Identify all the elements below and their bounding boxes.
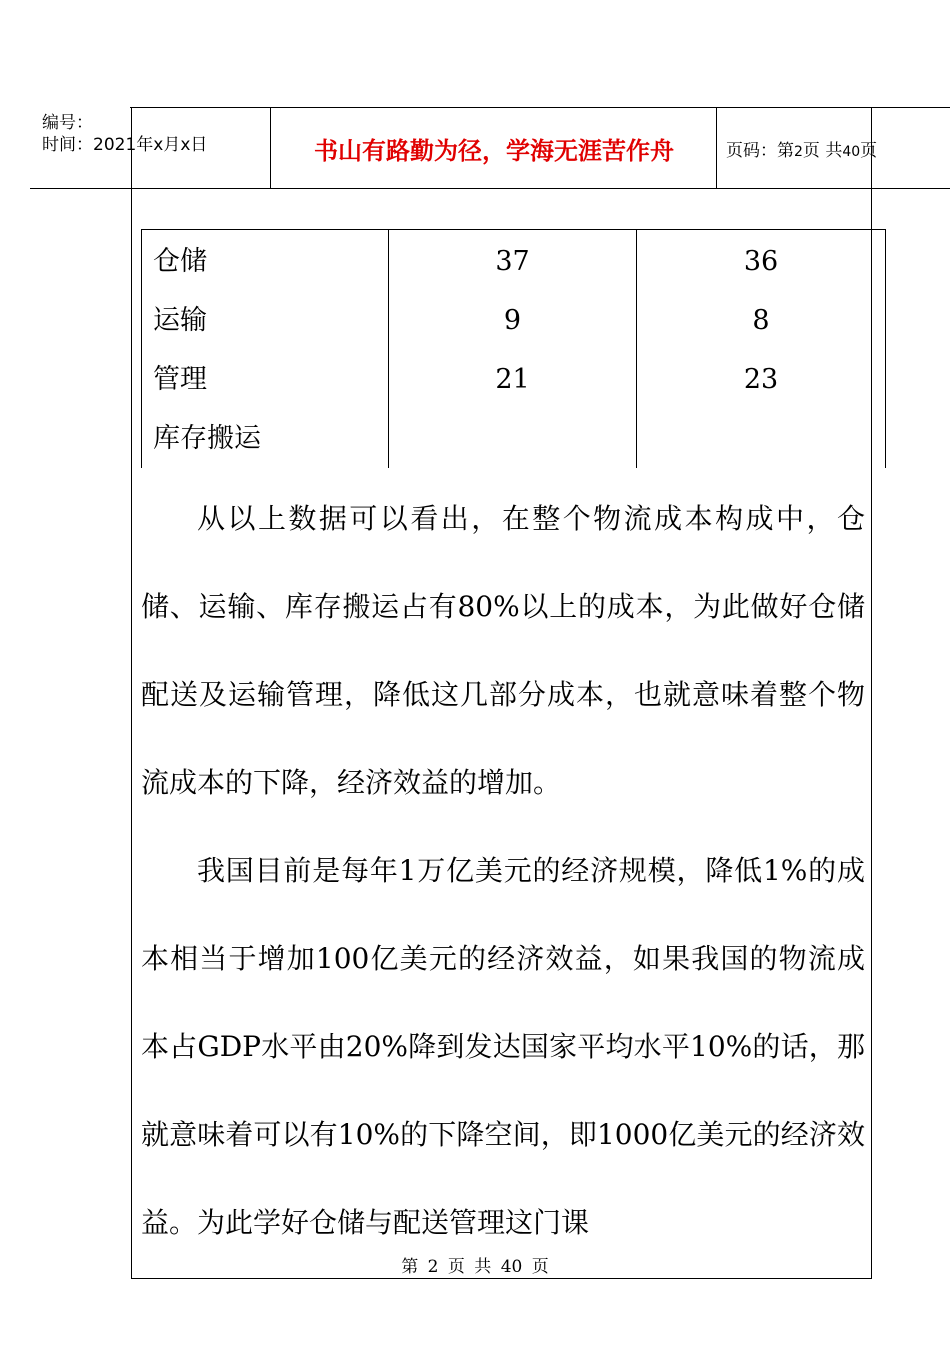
cost-table: [141, 229, 886, 468]
col1-cell: [389, 230, 637, 469]
header-page-indicator: 页码：第2页 共40页: [726, 141, 878, 161]
frame-left-border: [131, 107, 132, 1279]
cell-value: [637, 409, 885, 468]
cell-value: 9: [503, 305, 522, 336]
row-label: 仓储: [153, 246, 207, 277]
col2-cell: [637, 230, 886, 469]
page-footer: 第 2 页 共 40 页: [401, 1257, 549, 1277]
row-labels-cell: [142, 230, 389, 469]
header-divider-1: [270, 107, 271, 188]
table-row: [142, 230, 886, 290]
header-motto: 书山有路勤为径，学海无涯苦作舟: [314, 137, 674, 165]
cell-value: [389, 409, 636, 468]
header-divider-2: [716, 107, 717, 188]
row-label: 库存搬运: [153, 423, 261, 454]
paragraph: 从以上数据可以看出，在整个物流成本构成中，仓储、运输、库存搬运占有80%以上的成本，为此做好仓储配送及运输管理，降低这几部分成本，也就意味着整个物流成本的下降，经济效益的增加。: [141, 502, 865, 799]
time-line: 时间：2021年x月x日: [42, 135, 208, 155]
body-text: [141, 475, 865, 1267]
page-total: 40: [842, 144, 861, 160]
cell-value: 8: [752, 305, 770, 336]
cell-value: 21: [495, 364, 530, 395]
header-meta: [42, 112, 207, 156]
frame-bottom-border: [131, 1278, 872, 1279]
header-top-rule: [130, 107, 950, 108]
paragraph: 我国目前是每年1万亿美元的经济规模，降低1%的成本相当于增加100亿美元的经济效益，如果我国的物流成本占GDP水平由20%降到发达国家平均水平10%的话，那就意味着可以有10%的下降空间，即1000亿美元的经济效益。为此学好仓储与配送管理这门课: [141, 854, 865, 1239]
code-label: 编号：: [42, 113, 93, 133]
row-label: 管理: [153, 364, 207, 395]
cell-value: 23: [743, 364, 779, 395]
row-label: 运输: [153, 305, 207, 336]
cell-value: 36: [743, 246, 779, 277]
header-bottom-rule: [30, 188, 950, 189]
page-current: 2: [794, 144, 803, 160]
cell-value: 37: [495, 246, 530, 277]
